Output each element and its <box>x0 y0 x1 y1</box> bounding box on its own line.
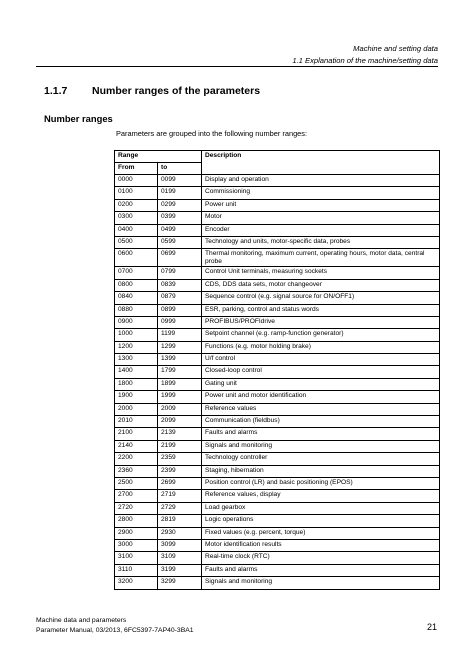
cell-description: Commissioning <box>202 187 440 199</box>
cell-to: 0399 <box>158 212 202 224</box>
cell-to: 1299 <box>158 341 202 353</box>
cell-from: 2200 <box>115 453 158 465</box>
cell-from: 0800 <box>115 279 158 291</box>
table-row <box>115 490 440 502</box>
cell-from: 0100 <box>115 187 158 199</box>
table-row <box>115 212 440 224</box>
cell-from: 2720 <box>115 502 158 514</box>
cell-to: 2399 <box>158 465 202 477</box>
table-row <box>115 329 440 341</box>
cell-description: Technology controller <box>202 453 440 465</box>
table-row <box>115 477 440 489</box>
cell-to: 2719 <box>158 490 202 502</box>
cell-from: 1300 <box>115 354 158 366</box>
cell-from: 1800 <box>115 378 158 390</box>
cell-from: 2010 <box>115 416 158 428</box>
table-row <box>115 249 440 267</box>
cell-description: Signals and monitoring <box>202 577 440 589</box>
header-rule <box>36 66 438 67</box>
cell-to: 0299 <box>158 199 202 211</box>
cell-description: Faults and alarms <box>202 428 440 440</box>
cell-description: Gating unit <box>202 378 440 390</box>
table-row <box>115 502 440 514</box>
cell-from: 2000 <box>115 403 158 415</box>
table-row <box>115 292 440 304</box>
cell-to: 0099 <box>158 175 202 187</box>
description-header: Description <box>202 151 440 175</box>
table-row <box>115 539 440 551</box>
cell-to: 2819 <box>158 515 202 527</box>
cell-from: 0300 <box>115 212 158 224</box>
table-row <box>115 366 440 378</box>
table-row <box>115 378 440 390</box>
table-row <box>115 267 440 279</box>
cell-to: 0999 <box>158 316 202 328</box>
cell-to: 1399 <box>158 354 202 366</box>
table-row <box>115 453 440 465</box>
cell-from: 2500 <box>115 477 158 489</box>
cell-description: Load gearbox <box>202 502 440 514</box>
cell-from: 0200 <box>115 199 158 211</box>
table-row <box>115 440 440 452</box>
cell-to: 1899 <box>158 378 202 390</box>
cell-to: 3099 <box>158 539 202 551</box>
cell-description: Logic operations <box>202 515 440 527</box>
table-row <box>115 304 440 316</box>
range-header: Range <box>115 151 202 163</box>
cell-from: 1000 <box>115 329 158 341</box>
cell-description: Reference values <box>202 403 440 415</box>
cell-to: 0699 <box>158 249 202 267</box>
footer-title: Machine data and parameters <box>36 617 127 624</box>
cell-description: Functions (e.g. motor holding brake) <box>202 341 440 353</box>
cell-from: 2140 <box>115 440 158 452</box>
to-header: to <box>158 163 202 175</box>
number-ranges-table <box>114 150 440 590</box>
cell-from: 1200 <box>115 341 158 353</box>
cell-description: Display and operation <box>202 175 440 187</box>
cell-from: 2100 <box>115 428 158 440</box>
cell-to: 2199 <box>158 440 202 452</box>
section-title: Number ranges of the parameters <box>92 85 261 97</box>
table-row <box>115 391 440 403</box>
cell-to: 1199 <box>158 329 202 341</box>
table-row <box>115 354 440 366</box>
cell-from: 3000 <box>115 539 158 551</box>
cell-description: Thermal monitoring, maximum current, operating hours, motor data, central probe <box>202 249 440 267</box>
cell-from: 0000 <box>115 175 158 187</box>
cell-to: 2359 <box>158 453 202 465</box>
table-header-row <box>115 151 440 163</box>
table-row <box>115 527 440 539</box>
cell-from: 2900 <box>115 527 158 539</box>
cell-description: CDS, DDS data sets, motor changeover <box>202 279 440 291</box>
cell-from: 1400 <box>115 366 158 378</box>
cell-to: 0879 <box>158 292 202 304</box>
cell-to: 2099 <box>158 416 202 428</box>
cell-from: 3100 <box>115 552 158 564</box>
cell-description: Power unit <box>202 199 440 211</box>
intro-text: Parameters are grouped into the following number ranges: <box>116 129 308 138</box>
cell-description: Communication (fieldbus) <box>202 416 440 428</box>
cell-from: 2700 <box>115 490 158 502</box>
section-number: 1.1.7 <box>44 85 68 97</box>
table-row <box>115 236 440 248</box>
cell-from: 2800 <box>115 515 158 527</box>
cell-description: Motor <box>202 212 440 224</box>
cell-description: Closed-loop control <box>202 366 440 378</box>
cell-from: 2360 <box>115 465 158 477</box>
from-header: From <box>115 163 158 175</box>
cell-description: Power unit and motor identification <box>202 391 440 403</box>
page-number: 21 <box>426 622 437 632</box>
table-row <box>115 187 440 199</box>
cell-to: 1999 <box>158 391 202 403</box>
cell-description: Control Unit terminals, measuring sockets <box>202 267 440 279</box>
cell-description: ESR, parking, control and status words <box>202 304 440 316</box>
table-row <box>115 403 440 415</box>
cell-description: Staging, hibernation <box>202 465 440 477</box>
table-row <box>115 428 440 440</box>
cell-from: 3110 <box>115 564 158 576</box>
cell-description: Sequence control (e.g. signal source for ON/OFF1) <box>202 292 440 304</box>
cell-to: 2729 <box>158 502 202 514</box>
cell-description: Reference values, display <box>202 490 440 502</box>
cell-from: 0400 <box>115 224 158 236</box>
table-row <box>115 279 440 291</box>
table-row <box>115 564 440 576</box>
running-header-title: Machine and setting data <box>353 44 438 53</box>
cell-to: 0499 <box>158 224 202 236</box>
cell-to: 3199 <box>158 564 202 576</box>
cell-to: 3299 <box>158 577 202 589</box>
cell-description: Setpoint channel (e.g. ramp-function generator) <box>202 329 440 341</box>
cell-description: Faults and alarms <box>202 564 440 576</box>
running-header-section: 1.1 Explanation of the machine/setting data <box>292 56 438 65</box>
footer-manual-info: Parameter Manual, 03/2013, 6FC5397-7AP40-3BA1 <box>36 627 194 634</box>
cell-from: 0900 <box>115 316 158 328</box>
cell-to: 0799 <box>158 267 202 279</box>
cell-to: 2139 <box>158 428 202 440</box>
cell-from: 0700 <box>115 267 158 279</box>
table-row <box>115 175 440 187</box>
cell-to: 0199 <box>158 187 202 199</box>
cell-to: 0899 <box>158 304 202 316</box>
table-row <box>115 515 440 527</box>
cell-to: 2699 <box>158 477 202 489</box>
table-row <box>115 577 440 589</box>
table-row <box>115 316 440 328</box>
cell-description: Real-time clock (RTC) <box>202 552 440 564</box>
cell-from: 1900 <box>115 391 158 403</box>
cell-description: Technology and units, motor-specific data, probes <box>202 236 440 248</box>
cell-from: 0600 <box>115 249 158 267</box>
cell-description: Encoder <box>202 224 440 236</box>
cell-from: 0840 <box>115 292 158 304</box>
cell-description: U/f control <box>202 354 440 366</box>
cell-from: 3200 <box>115 577 158 589</box>
table-row <box>115 465 440 477</box>
cell-description: Fixed values (e.g. percent, torque) <box>202 527 440 539</box>
cell-description: Position control (LR) and basic positioning (EPOS) <box>202 477 440 489</box>
cell-to: 2930 <box>158 527 202 539</box>
table-row <box>115 199 440 211</box>
cell-from: 0500 <box>115 236 158 248</box>
table-row <box>115 341 440 353</box>
table-row <box>115 224 440 236</box>
subheading: Number ranges <box>44 113 113 124</box>
cell-description: Signals and monitoring <box>202 440 440 452</box>
table-row <box>115 416 440 428</box>
cell-to: 0839 <box>158 279 202 291</box>
cell-to: 1799 <box>158 366 202 378</box>
cell-description: Motor identification results <box>202 539 440 551</box>
cell-to: 0599 <box>158 236 202 248</box>
cell-to: 3109 <box>158 552 202 564</box>
cell-to: 2009 <box>158 403 202 415</box>
table-row <box>115 552 440 564</box>
cell-from: 0880 <box>115 304 158 316</box>
cell-description: PROFIBUS/PROFIdrive <box>202 316 440 328</box>
